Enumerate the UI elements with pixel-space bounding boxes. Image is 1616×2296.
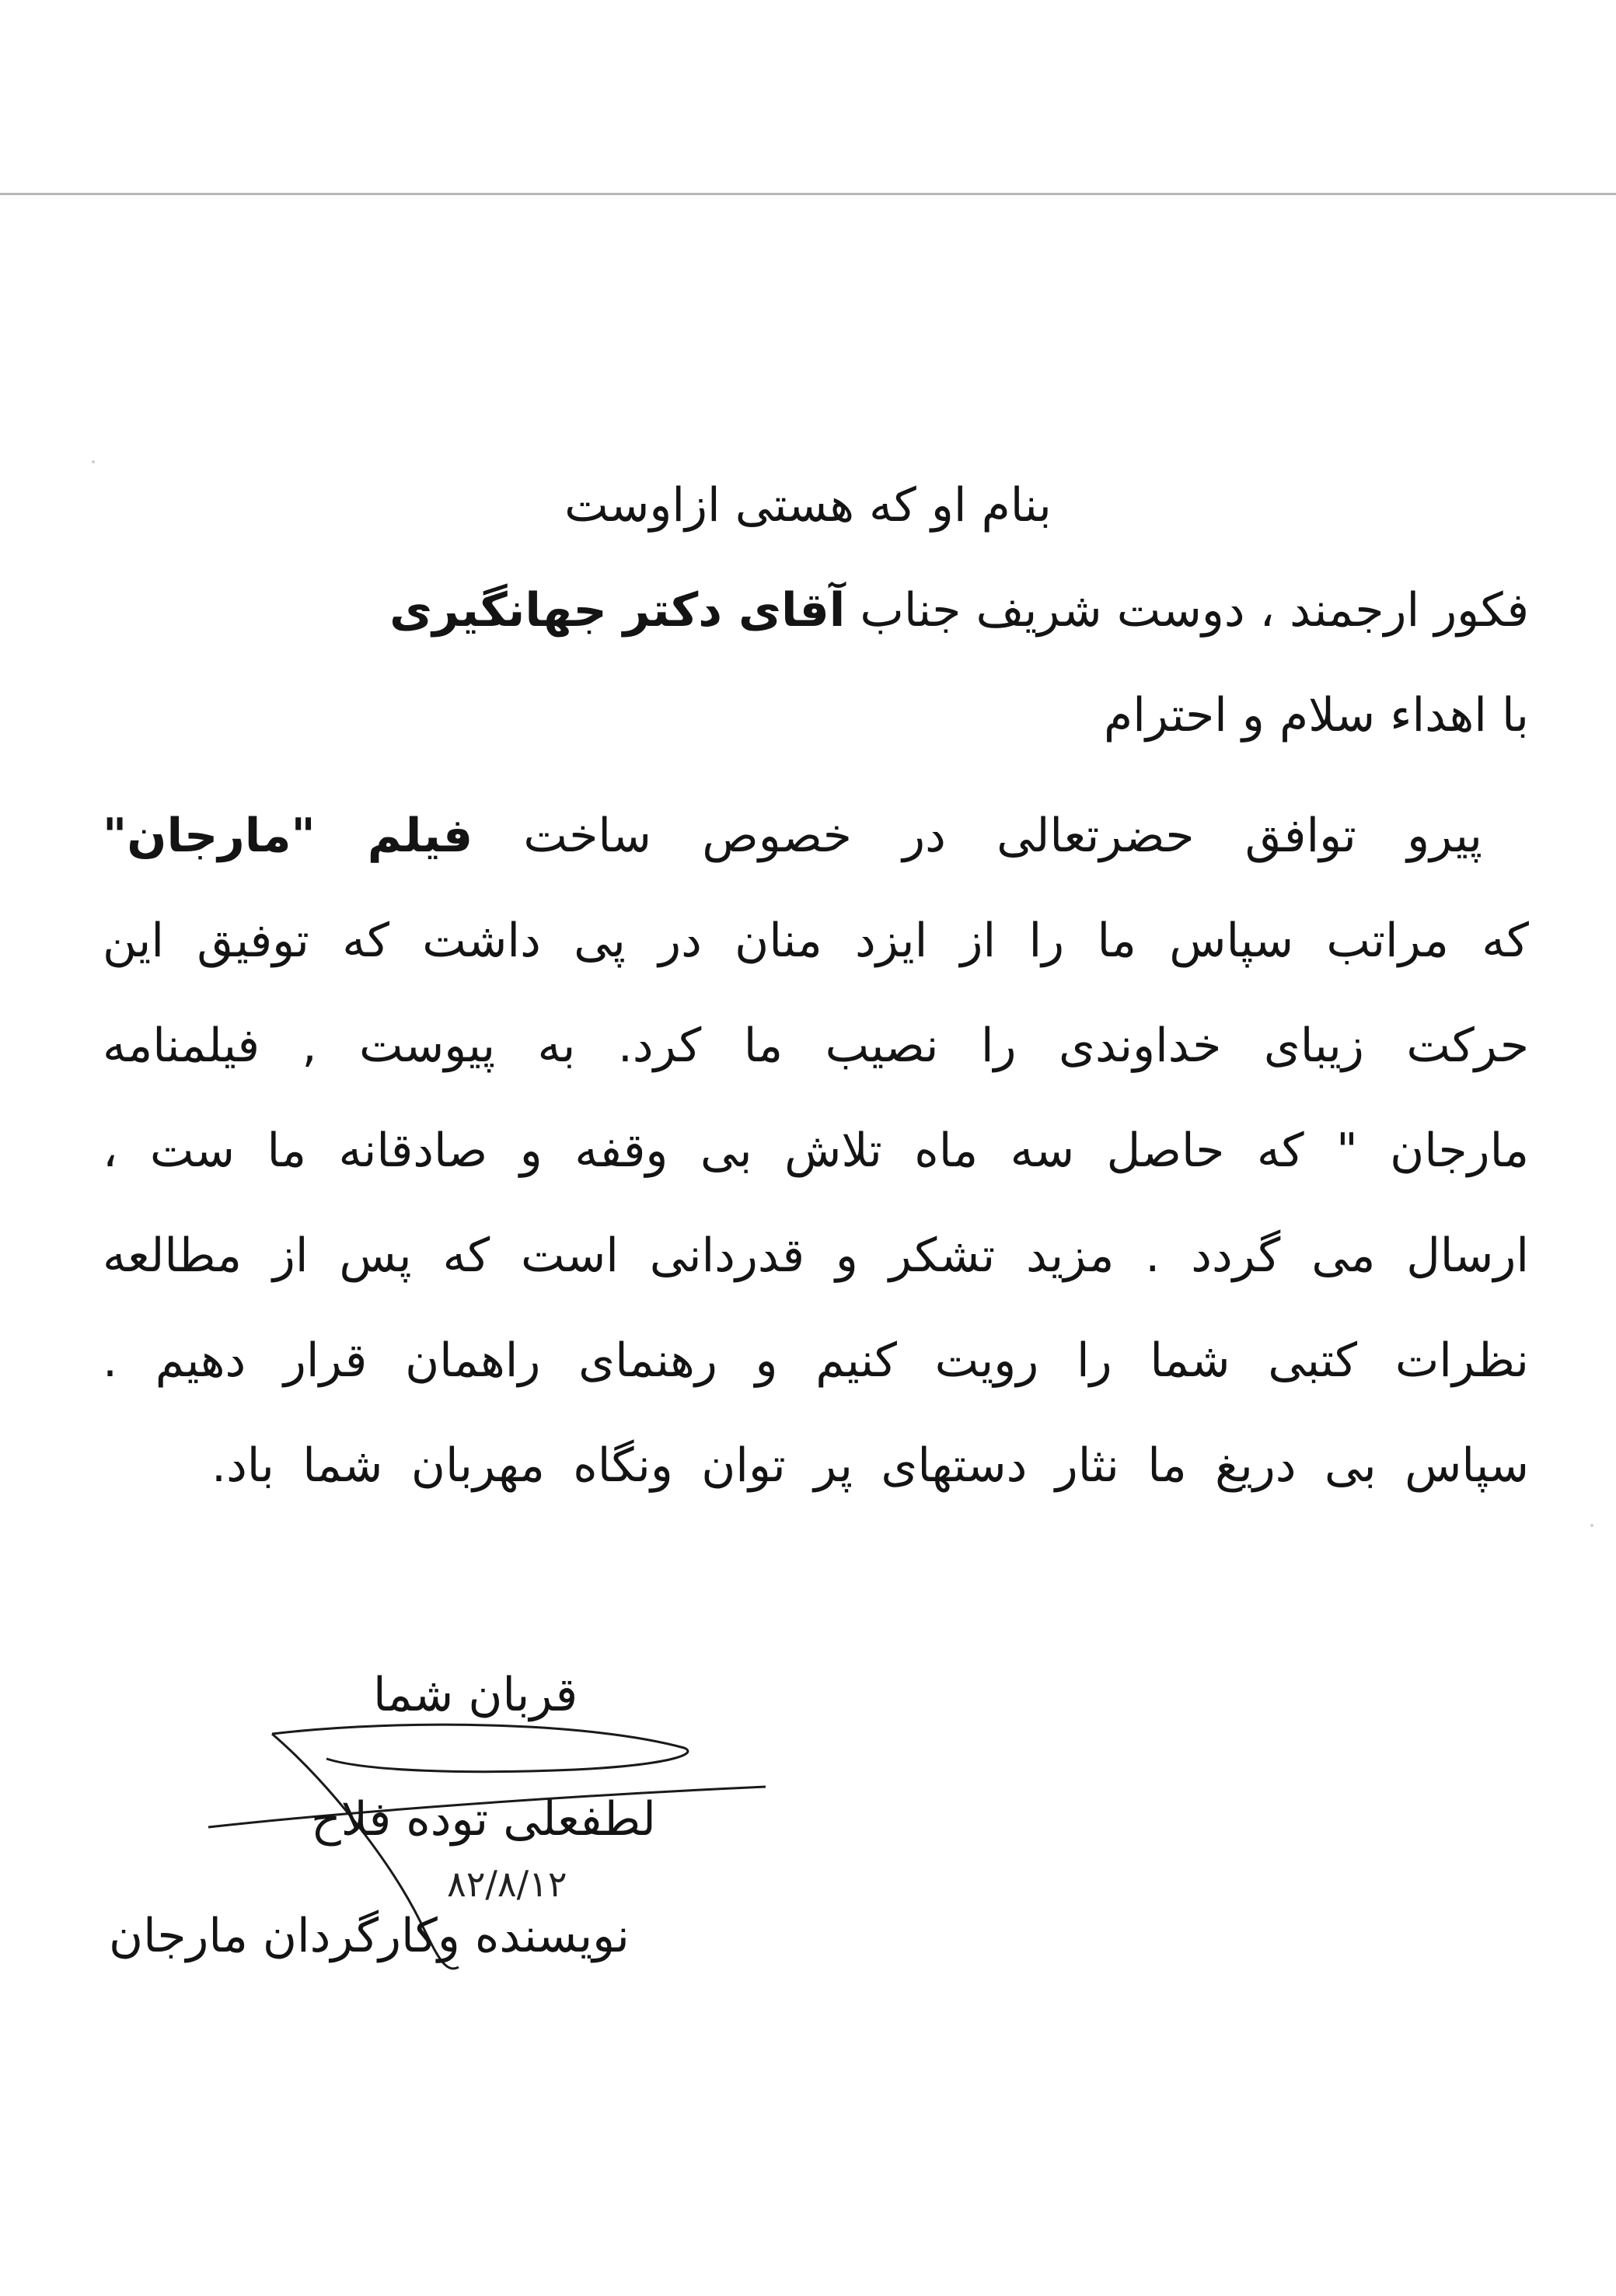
salutation-prefix: فکور ارجمند ، دوست شریف جناب [845, 583, 1529, 638]
body-line-5: ارسال می گردد . مزید تشکر و قدردانی است که پس از مطالعه [103, 1228, 1529, 1283]
scan-speck [92, 460, 95, 463]
body-line-2: که مراتب سپاس ما را از ایزد منان در پی داشت که توفیق این [103, 914, 1529, 968]
letter-invocation: بنام او که هستی ازاوست [564, 478, 1052, 533]
body-line-3: حرکت زیبای خداوندی را نصیب ما کرد. به پیوست , فیلمنامه [103, 1019, 1529, 1073]
recipient-name: آقای دکتر جهانگیری [389, 583, 846, 638]
signature-date: ۸۲/۸/۱۲ [447, 1863, 567, 1905]
closing-phrase: قربان شما [373, 1668, 578, 1722]
letter-greeting: با اهداء سلام و احترام [1104, 688, 1529, 743]
signer-title: نویسنده وکارگردان مارجان [109, 1909, 630, 1963]
body-line-1-prefix: پیرو توافق حضرتعالی در خصوص ساخت [473, 809, 1482, 863]
scan-speck [1590, 1524, 1593, 1527]
signer-name: لطفعلی توده فلاح [311, 1792, 656, 1847]
body-line-4: مارجان " که حاصل سه ماه تلاش بی وقفه و صادقانه ما ست ، [103, 1124, 1529, 1178]
film-title: فیلم "مارجان" [103, 809, 473, 863]
body-line-7: سپاس بی دریغ ما نثار دستهای پر توان ونگاه مهربان شما باد. [211, 1438, 1529, 1493]
body-line-6: نظرات کتبی شما را رویت کنیم و رهنمای راهمان قرار دهیم . [103, 1333, 1529, 1388]
